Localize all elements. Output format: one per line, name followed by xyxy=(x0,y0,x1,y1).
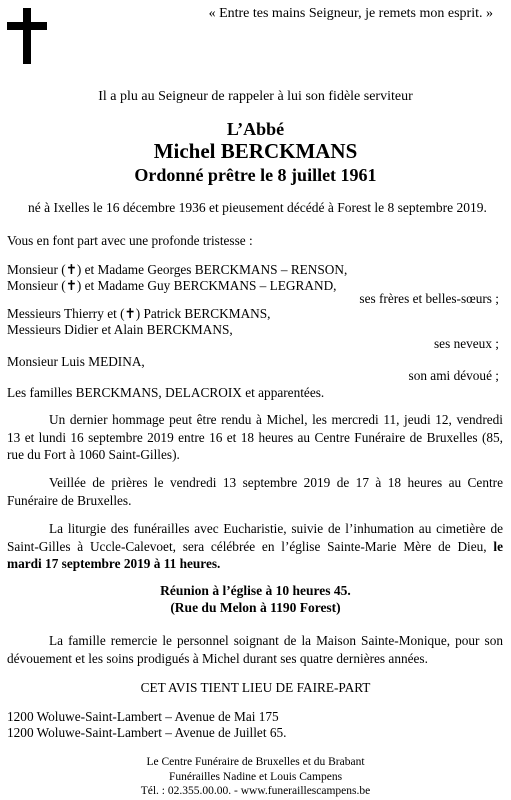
family-line-6: Les familles BERCKMANS, DELACROIX et apparentées. xyxy=(7,385,325,400)
footer-line-2: Funérailles Nadine et Louis Campens xyxy=(168,771,343,783)
address-2: 1200 Woluwe-Saint-Lambert – Avenue de Juillet 65. xyxy=(7,725,287,740)
cross-icon xyxy=(7,8,47,64)
thanks-paragraph: La famille remercie le personnel soignant de la Maison Sainte-Monique, pour son dévouement et les soins prodigués à Michel durant ses quatre dernières années. xyxy=(7,633,503,666)
family-line-3: Messieurs Thierry et (✝) Patrick BERCKMANS, xyxy=(7,306,271,321)
family-line-1: Monsieur (✝) et Madame Georges BERCKMANS – RENSON, xyxy=(7,262,348,277)
veillee-paragraph: Veillée de prières le vendredi 13 septembre 2019 de 17 à 18 heures au Centre Funéraire de Bruxelles. xyxy=(7,475,503,508)
family-role-1: ses frères et belles-sœurs ; xyxy=(359,291,499,306)
title-ordination: Ordonné prêtre le 8 juillet 1961 xyxy=(134,165,377,185)
title-abbe: L’Abbé xyxy=(226,119,285,139)
family-line-4: Messieurs Didier et Alain BERCKMANS, xyxy=(7,322,233,337)
hommage-paragraph: Un dernier hommage peut être rendu à Michel, les mercredi 11, jeudi 12, vendredi 13 et lundi 16 septembre 2019 entre 16 et 18 heures au Centre Funéraire de Bruxelles (85, rue du Fort à 1060 Saint-Gilles). xyxy=(7,412,503,462)
address-1: 1200 Woluwe-Saint-Lambert – Avenue de Mai 175 xyxy=(7,709,279,724)
footer-line-3: Tél. : 02.355.00.00. - www.funeraillescampens.be xyxy=(140,785,371,797)
family-line-2: Monsieur (✝) et Madame Guy BERCKMANS – LEGRAND, xyxy=(7,278,337,293)
family-role-3: son ami dévoué ; xyxy=(408,368,499,383)
reunion-line: Réunion à l’église à 10 heures 45. xyxy=(160,583,351,598)
footer-line-1: Le Centre Funéraire de Bruxelles et du Brabant xyxy=(146,756,365,768)
reunion-address: (Rue du Melon à 1190 Forest) xyxy=(170,600,341,615)
title-name: Michel BERCKMANS xyxy=(153,139,358,163)
liturgie-paragraph: La liturgie des funérailles avec Eucharistie, suivie de l’inhumation au cimetière de Saint-Gilles à Uccle-Calevoet, sera célébrée en l’église Sainte-Marie Mère de Dieu, le mardi 17 septembre 2019 à 11 heures. xyxy=(7,521,503,571)
announce-line: Vous en font part avec une profonde tristesse : xyxy=(7,233,253,248)
family-line-5: Monsieur Luis MEDINA, xyxy=(7,354,145,369)
quote: « Entre tes mains Seigneur, je remets mon esprit. » xyxy=(208,6,493,21)
family-role-2: ses neveux ; xyxy=(434,336,499,351)
birth-death-line: né à Ixelles le 16 décembre 1936 et pieusement décédé à Forest le 8 septembre 2019. xyxy=(28,200,487,215)
avis-line: CET AVIS TIENT LIEU DE FAIRE-PART xyxy=(140,680,371,695)
intro-text: Il a plu au Seigneur de rappeler à lui son fidèle serviteur xyxy=(98,89,413,104)
